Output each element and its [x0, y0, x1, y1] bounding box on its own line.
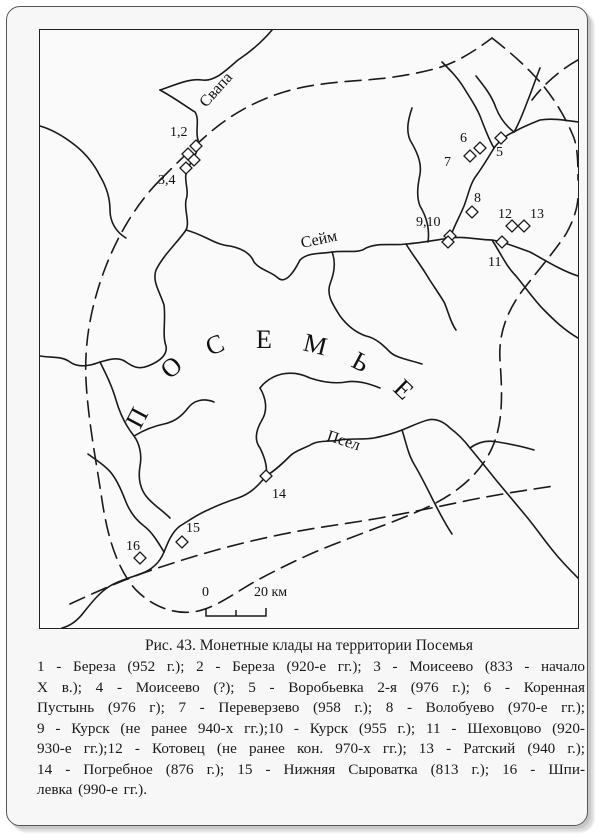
psel-border	[70, 486, 554, 604]
hoard-label-11: 11	[488, 255, 502, 270]
region-letter: С	[201, 328, 229, 362]
scale-distance-label: 20 км	[254, 585, 288, 600]
hoard-label-7: 7	[444, 155, 451, 170]
region-letter: Е	[387, 373, 420, 406]
legend-line: X в.); 4 - Моисеево (?); 5 - Воробьевка 2-я (976 г.); 6 - Коренная	[37, 678, 585, 696]
hoard-label-9-10: 9,10	[416, 215, 441, 230]
river-label-seym: Сейм	[299, 227, 339, 252]
river-label-svapa: Свапа	[196, 69, 237, 111]
seym-south-trib-1	[329, 252, 422, 364]
legend-line: 14 - Погребное (876 г.); 15 - Нижняя Сыроватка (813 г.); 16 - Шпи-	[37, 760, 585, 778]
map-svg	[40, 30, 578, 628]
psel-north-trib-2	[260, 373, 380, 388]
hoard-label-12: 12	[498, 207, 512, 222]
hoard-marker-11	[496, 236, 508, 248]
hoard-label-5: 5	[496, 145, 503, 160]
region-letter: Ь	[347, 345, 374, 379]
hoard-marker-5	[495, 132, 507, 144]
hoard-marker-6	[474, 142, 486, 154]
psel-south-trib-1	[402, 430, 452, 534]
legend-line: 9 - Курск (не ранее 940-х гг.);10 - Курск (955 г.); 11 - Шеховцово (920-	[37, 719, 585, 737]
hoard-label-16: 16	[126, 539, 140, 554]
hoard-label-8: 8	[474, 191, 481, 206]
hoard-label-3-4: 3,4	[158, 173, 176, 188]
upper-left-river	[40, 126, 126, 238]
hoard-label-13: 13	[530, 207, 544, 222]
hoard-label-1-2: 1,2	[170, 125, 188, 140]
hoard-label-14: 14	[272, 487, 286, 502]
hoard-marker-8	[466, 206, 478, 218]
figure-caption: Рис. 43. Монетные клады на территории Посемья	[145, 637, 473, 654]
figure-legend	[37, 657, 585, 801]
region-letter: О	[154, 350, 188, 385]
scale-zero-label: 0	[202, 585, 209, 600]
region-letter: Е	[256, 325, 272, 354]
legend-line: Пустынь (976 г); 7 - Переверзево (958 г.); 8 - Волобуево (970-е гг.);	[37, 699, 585, 716]
hoard-label-6: 6	[460, 131, 467, 146]
region-letter: П	[119, 402, 155, 433]
middle-west-river	[100, 362, 170, 518]
tributary-ne-1	[450, 119, 578, 238]
hoard-label-15: 15	[186, 521, 200, 536]
hoard-marker-15	[176, 536, 188, 548]
tributary-ne-3	[442, 62, 494, 148]
legend-line: 1 - Береза (952 г.); 2 - Береза (920-е гг.); 3 - Моисеево (833 - начало	[37, 658, 585, 675]
psel-south-trib-2	[470, 441, 534, 450]
scale-bar	[202, 585, 287, 616]
legend-line: левка (990-е гг.).	[37, 781, 148, 798]
psel-river	[266, 419, 578, 578]
map-frame	[39, 29, 579, 629]
river-label-psel: Псел	[324, 427, 363, 455]
legend-line: 930-е гг.);12 - Котовец (не ранее кон. 970-х гг.); 13 - Ратский (940 г.);	[37, 740, 585, 757]
region-letter: М	[300, 327, 331, 362]
hoard-marker-13	[518, 220, 530, 232]
region-border-east	[492, 38, 578, 180]
psel-north-trib-1	[256, 388, 266, 476]
hoard-marker-7	[464, 150, 476, 162]
seym-river	[186, 227, 578, 280]
tributary-n-seym	[476, 76, 514, 132]
page-card	[6, 6, 588, 826]
seym-south-trib-2	[406, 244, 456, 330]
